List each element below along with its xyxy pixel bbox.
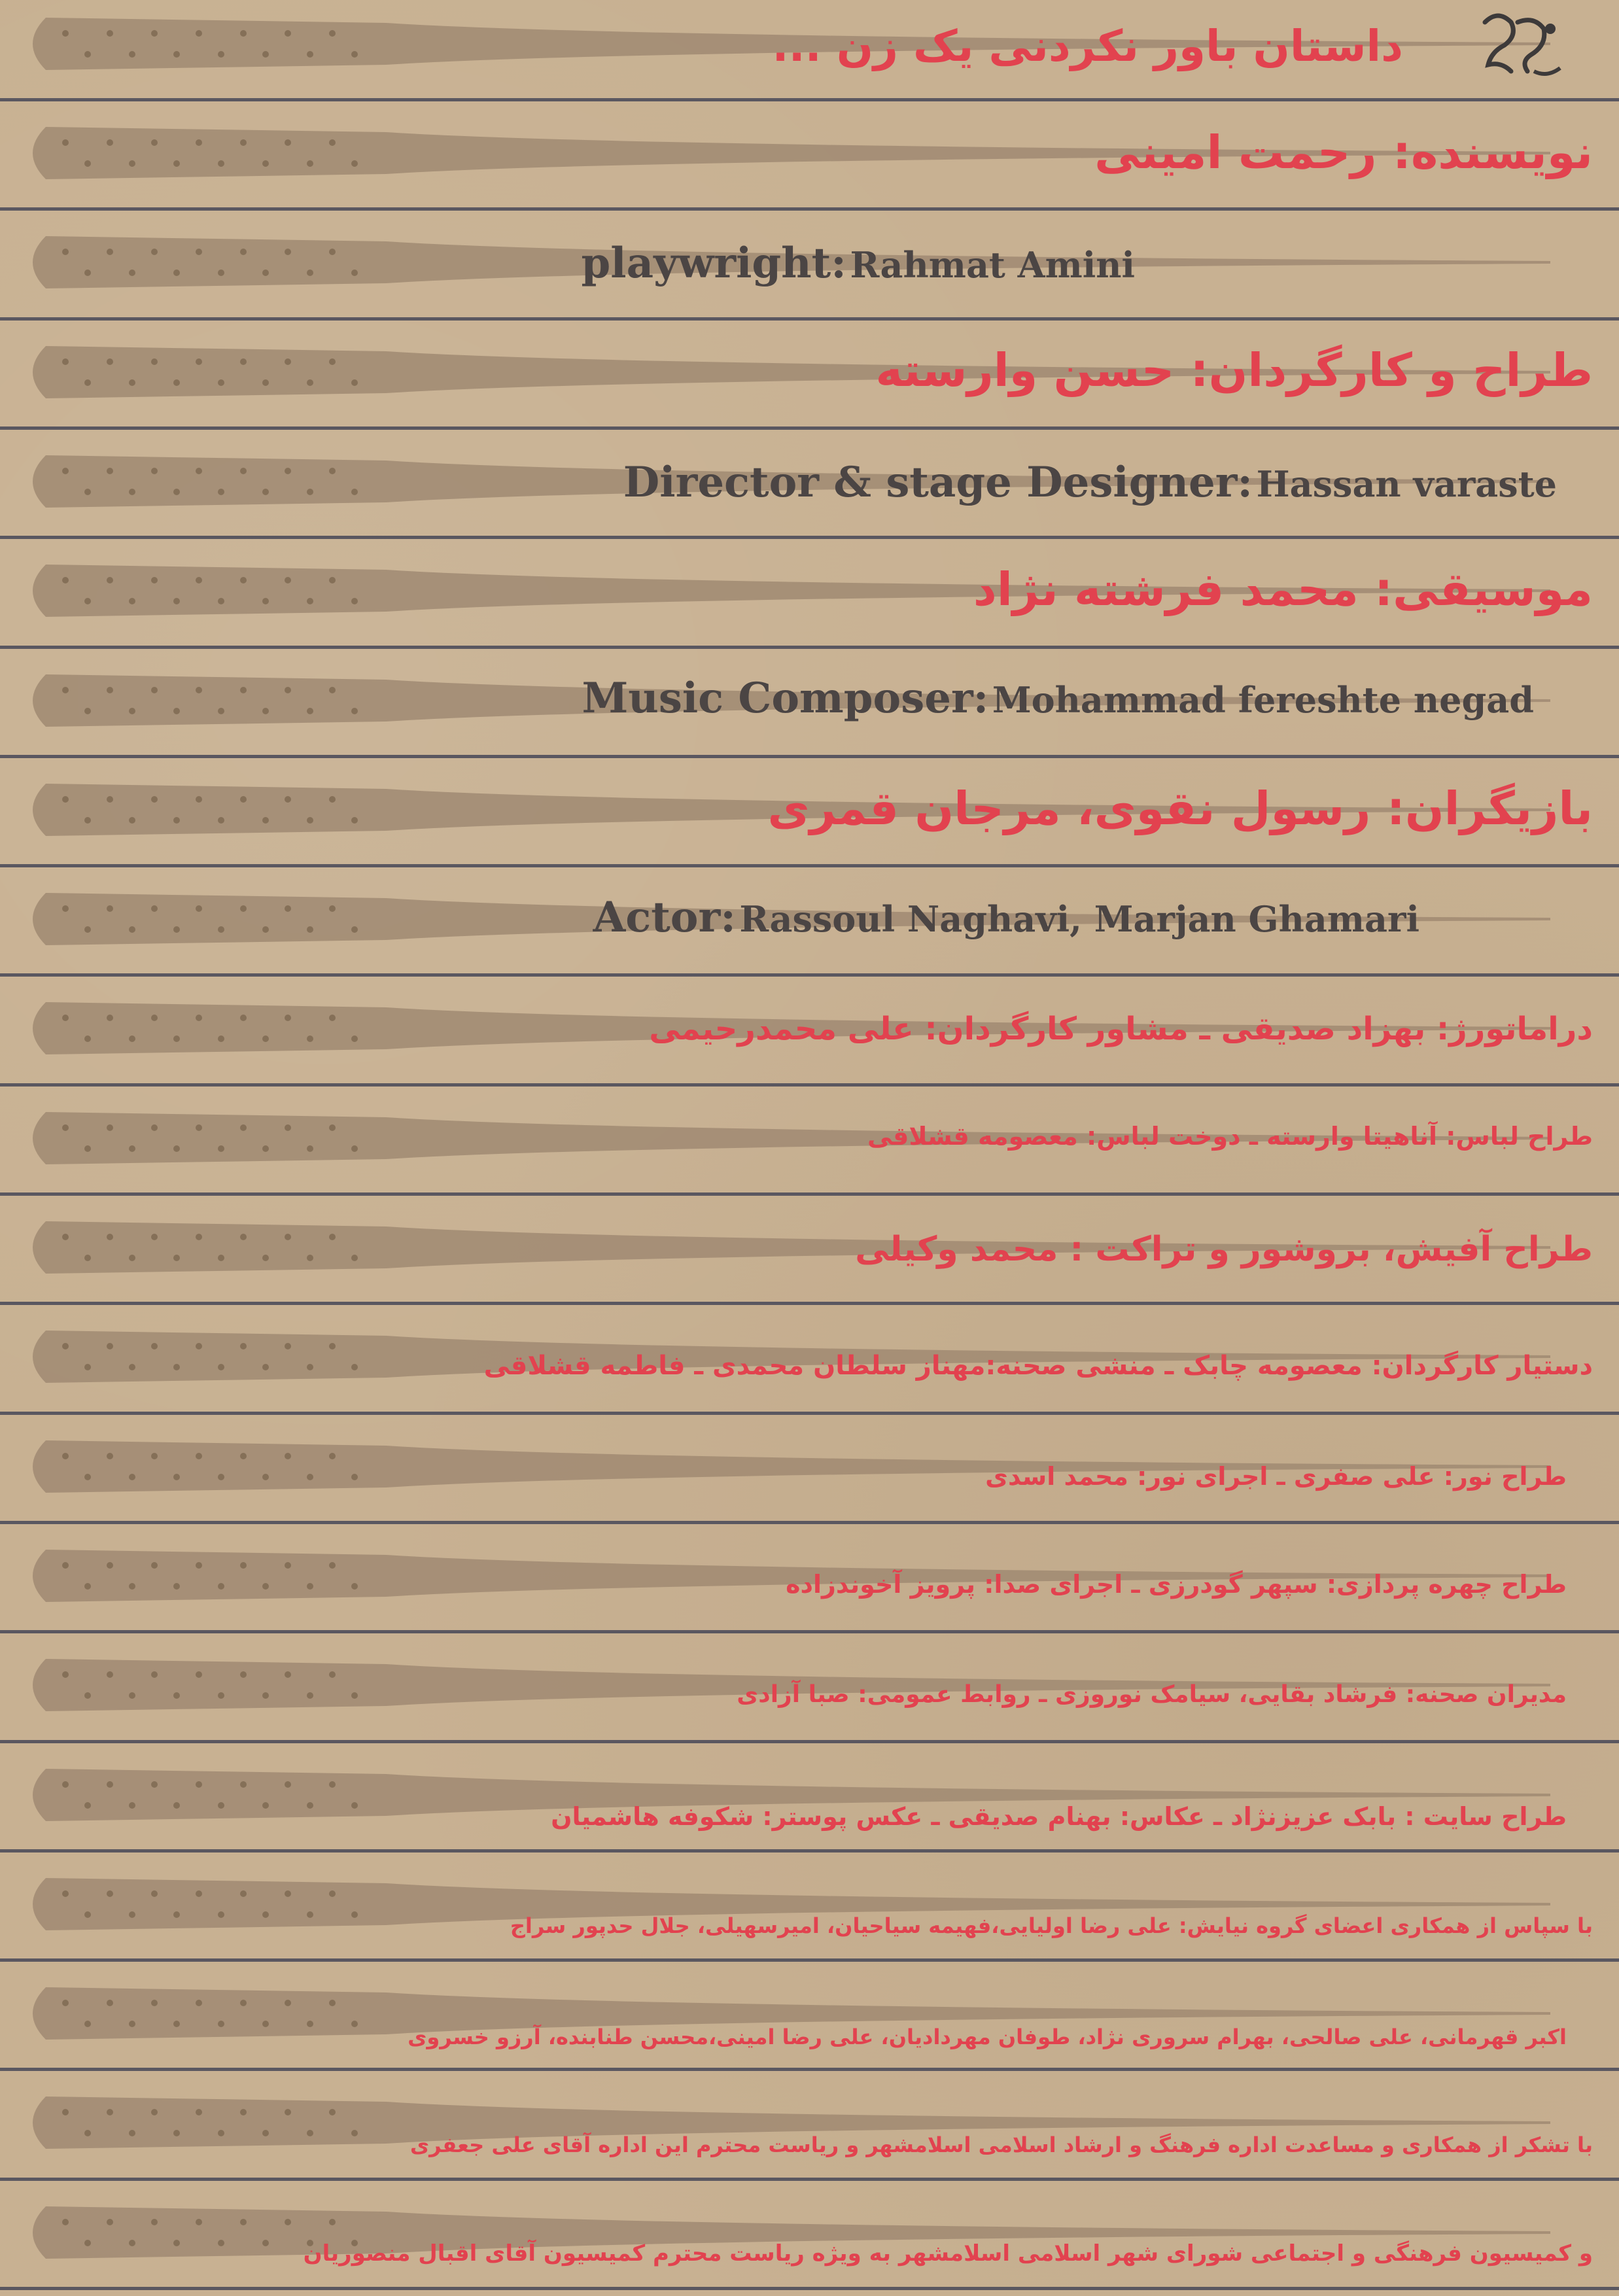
- lighting-line: طراح نور: علی صفری ـ اجرای نور: محمد اسدی: [985, 1462, 1567, 1491]
- divider-line: [0, 317, 1619, 321]
- director-fa: طراح و کارگردان: حسن وارسته: [875, 343, 1593, 397]
- divider-line: [0, 1302, 1619, 1305]
- actors-fa: بازیگران: رسول نقوی، مرجان قمری: [767, 782, 1593, 835]
- divider-line: [0, 1521, 1619, 1524]
- actor-line: [593, 893, 1419, 942]
- writer-fa: نویسنده: رحمت امینی: [1094, 126, 1593, 179]
- assistant-line: دستیار کارگردان: معصومه چابک ـ منشی صحنه:مهناز سلطان محمدی ـ فاطمه قشلاقی: [483, 1351, 1593, 1381]
- divider-line: [0, 98, 1619, 101]
- divider-line: [0, 426, 1619, 430]
- divider-line: [0, 864, 1619, 867]
- divider-line: [0, 973, 1619, 977]
- divider-line: [0, 1958, 1619, 1962]
- thanks-line-4: و کمیسیون فرهنگی و اجتماعی شورای شهر اسلامی اسلامشهر به ویژه ریاست محترم کمیسیون آقای اقبال منصوریان: [303, 2240, 1593, 2267]
- divider-line: [0, 1849, 1619, 1852]
- divider-line: [0, 2178, 1619, 2181]
- thanks-line-1: با سپاس از همکاری اعضای گروه نیایش: علی رضا اولیایی،فهیمه سیاحیان، امیرسهیلی، جلال حدپور سراج: [510, 1913, 1593, 1938]
- playwright-line: [582, 239, 1135, 288]
- music-name: Mohammad fereshte negad: [992, 679, 1534, 721]
- makeup-sound-line: طراح چهره پردازی: سپهر گودرزی ـ اجرای صدا: پرویز آخوندزاده: [786, 1570, 1567, 1599]
- stage-managers-line: مدیران صحنه: فرشاد بقایی، سیامک نوروزی ـ روابط عمومی: صبا آزادی: [737, 1681, 1567, 1708]
- actor-label: Actor:: [593, 893, 736, 942]
- playwright-name: Rahmat Amini: [850, 244, 1135, 286]
- music-fa: موسیقی: محمد فرشته نژاد: [973, 563, 1593, 616]
- director-line: [623, 458, 1557, 507]
- thanks-line-3: با تشکر از همکاری و مساعدت اداره فرهنگ و ارشاد اسلامی اسلامشهر و ریاست محترم این اداره آقای علی جعفری: [409, 2132, 1593, 2157]
- music-line: [582, 674, 1534, 723]
- playwright-label: playwright:: [581, 239, 846, 288]
- theatre-group-logo-icon: [1472, 9, 1570, 88]
- site-photo-line: طراح سایت : بابک عزیزنژاد ـ عکاس: بهنام صدیقی ـ عکس پوستر: شکوفه هاشمیان: [551, 1802, 1567, 1831]
- music-label: Music Composer:: [582, 674, 989, 723]
- costume-line: طراح لباس: آناهیتا وارسته ـ دوخت لباس: معصومه قشلاقی: [867, 1122, 1593, 1151]
- divider-line: [0, 1083, 1619, 1087]
- divider-line: [0, 536, 1619, 539]
- divider-line: [0, 1412, 1619, 1415]
- divider-line: [0, 2068, 1619, 2071]
- actor-name: Rassoul Naghavi, Marjan Ghamari: [739, 898, 1419, 940]
- director-name: Hassan varaste: [1256, 463, 1557, 505]
- divider-line: [0, 1630, 1619, 1633]
- divider-line: [0, 1192, 1619, 1196]
- play-title: داستان باور نکردنی یک زن ...: [772, 21, 1403, 71]
- divider-line: [0, 2287, 1619, 2290]
- divider-line: [0, 646, 1619, 649]
- dramaturge-line: دراماتورژ: بهزاد صدیقی ـ مشاور کارگردان: علی محمدرحیمی: [649, 1011, 1593, 1047]
- thanks-line-2: اکبر قهرمانی، علی صالحی، بهرام سروری نژاد، طوفان مهردادیان، علی رضا امینی،محسن طنابنده، آرزو خسروی: [408, 2025, 1567, 2049]
- divider-line: [0, 1740, 1619, 1743]
- divider-line: [0, 207, 1619, 211]
- divider-line: [0, 755, 1619, 758]
- poster-design-line: طراح آفیش، بروشور و تراکت : محمد وکیلی: [855, 1230, 1593, 1269]
- director-label: Director & stage Designer:: [623, 458, 1253, 507]
